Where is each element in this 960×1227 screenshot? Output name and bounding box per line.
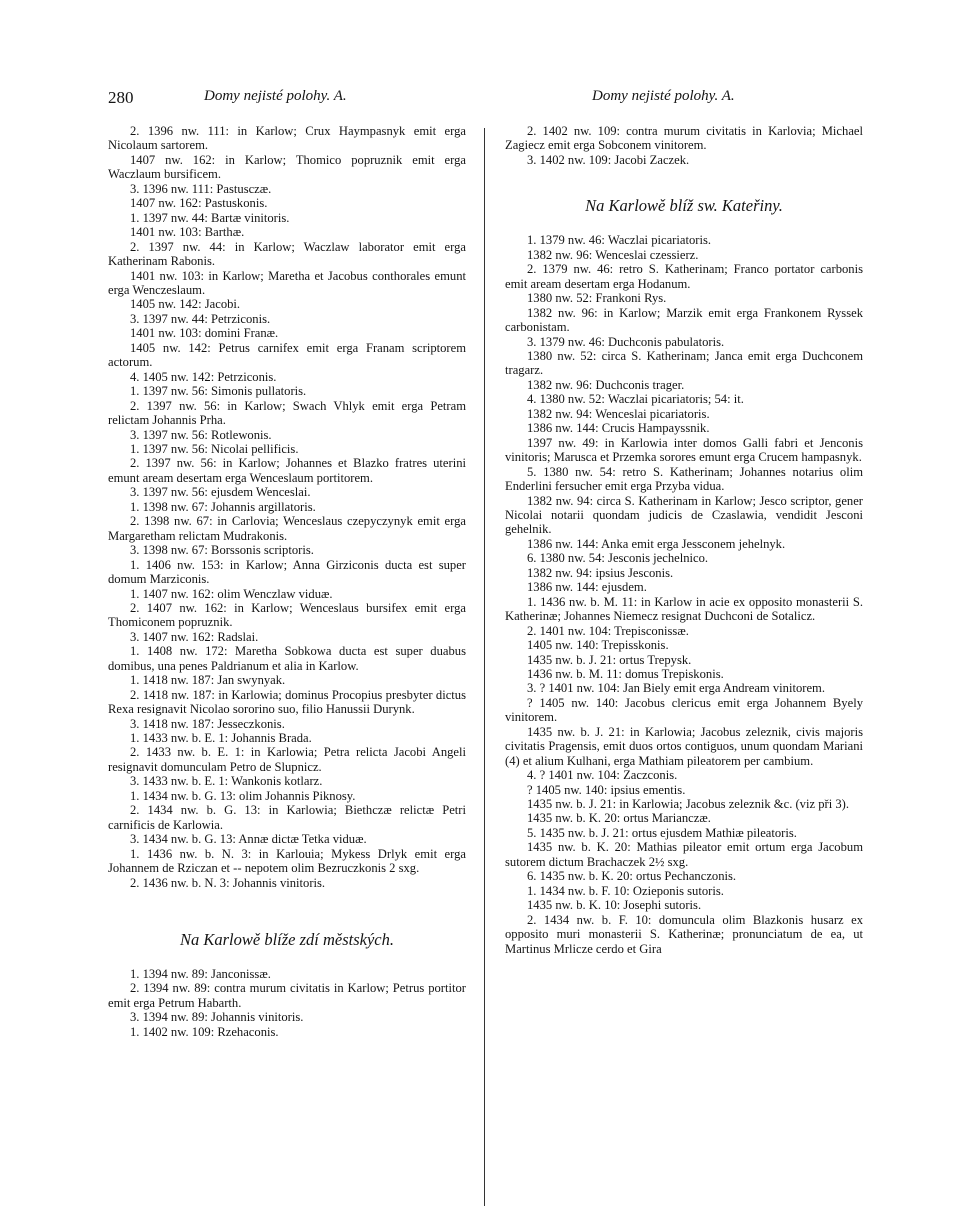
entry: 1386 nw. 144: Anka emit erga Jessconem jehelnyk.: [527, 536, 786, 551]
entry: 1436 nw. b. M. 11: domus Trepiskonis.: [527, 666, 724, 681]
entry: 1382 nw. 94: Wenceslai picariatoris.: [527, 406, 710, 421]
entry: 2. 1397 nw. 56: in Karlow; Swach Vhlyk emit erga Petram relictam Johannis Prha.: [108, 398, 466, 428]
entry: 1401 nw. 103: domini Franæ.: [130, 326, 279, 341]
left-entries-bottom: [108, 967, 466, 1039]
entry: 6. 1435 nw. b. K. 20: ortus Pechanczonis.: [527, 869, 737, 884]
entry: 2. 1401 nw. 104: Trepisconissæ.: [527, 623, 689, 638]
entry: 2. 1434 nw. b. G. 13: in Karlowia; Biethczæ relictæ Petri carnificis de Karlowia.: [108, 803, 466, 832]
entry: 1. 1379 nw. 46: Waczlai picariatoris.: [527, 233, 711, 248]
entry: ? 1405 nw. 140: Jacobus clericus emit erga Johannem Byely vinitorem.: [505, 695, 863, 725]
entry: 2. 1436 nw. b. N. 3: Johannis vinitoris.: [130, 875, 326, 890]
entry: 1. 1402 nw. 109: Rzehaconis.: [130, 1024, 279, 1039]
entry: 1382 nw. 96: Duchconis trager.: [527, 377, 685, 392]
entry: 1. 1406 nw. 153: in Karlow; Anna Girziconis ducta est super domum Marziconis.: [108, 557, 466, 587]
entry: 1405 nw. 142: Jacobi.: [130, 297, 241, 312]
entry: 2. 1396 nw. 111: in Karlow; Crux Haympasnyk emit erga Nicolaum sartorem.: [108, 124, 466, 153]
left-column: [108, 124, 466, 1039]
entry: 4. 1380 nw. 52: Waczlai picariatoris; 54: it.: [527, 392, 744, 407]
entry: 1397 nw. 49: in Karlowia inter domos Galli fabri et Jenconis vinitoris; Marusca et Przemka sorores emunt erga Crucem hampasnyk.: [505, 435, 863, 465]
entry: 6. 1380 nw. 54: Jesconis jechelnico.: [527, 551, 709, 566]
entry: 3. 1398 nw. 67: Borssonis scriptoris.: [130, 543, 314, 558]
entry: 3. 1397 nw. 56: Rotlewonis.: [130, 427, 272, 442]
entry: 1. 1397 nw. 44: Bartæ vinitoris.: [130, 210, 290, 225]
entry: 2. 1397 nw. 56: in Karlow; Johannes et Blazko fratres uterini emunt aream desertam erga Wenceslaum portitorem.: [108, 456, 466, 485]
entry: 3. 1402 nw. 109: Jacobi Zaczek.: [527, 152, 690, 167]
entry: 1. 1436 nw. b. N. 3: in Karlouia; Mykess Drlyk emit erga Johannem de Rziczan et -- nepotem olim Bezruczkonis 2 sxg.: [108, 846, 466, 876]
running-head-left: Domy nejisté polohy. A.: [204, 88, 347, 104]
page-number: 280: [108, 88, 134, 107]
entry: 1435 nw. b. J. 21: in Karlowia; Jacobus zeleznik &c. (viz při 3).: [527, 797, 849, 812]
entry: 1435 nw. b. K. 20: Mathias pileator emit ortum erga Jacobum sutorem dictum Brachaczek 2½ sxg.: [505, 840, 863, 869]
entry: 1405 nw. 142: Petrus carnifex emit erga Franam scriptorem actorum.: [108, 340, 466, 370]
entry: 3. 1433 nw. b. E. 1: Wankonis kotlarz.: [130, 774, 323, 789]
entry: 1. 1433 nw. b. E. 1: Johannis Brada.: [130, 731, 312, 746]
entry: 1. 1398 nw. 67: Johannis argillatoris.: [130, 499, 316, 514]
entry: 1401 nw. 103: in Karlow; Maretha et Jacobus conthorales emunt erga Wenczeslaum.: [108, 268, 466, 297]
entry: 2. 1394 nw. 89: contra murum civitatis in Karlow; Petrus portitor emit erga Petrum Habarth.: [108, 981, 466, 1010]
entry: 1. 1394 nw. 89: Janconissæ.: [130, 967, 271, 982]
left-entries-top: [108, 124, 466, 890]
entry: 2. 1418 nw. 187: in Karlowia; dominus Procopius presbyter dictus Rexa resignavit Nicolao sororino suo, filio Hanussii Durynk.: [108, 687, 466, 717]
entry: 1382 nw. 96: Wenceslai czessierz.: [527, 247, 699, 262]
entry: 3. 1379 nw. 46: Duchconis pabulatoris.: [527, 334, 725, 349]
entry: 1. 1408 nw. 172: Maretha Sobkowa ducta est super duabus domibus, una penes Paldrianum et alia in Karlow.: [108, 644, 466, 673]
entry: 1. 1436 nw. b. M. 11: in Karlow in acie ex opposito monasterii S. Katherinæ; Johannes Niemecz resignat Duchconi de Sotalicz.: [505, 594, 863, 624]
entry: 1. 1397 nw. 56: Nicolai pellificis.: [130, 441, 299, 456]
column-divider: [484, 128, 485, 1206]
entry: 3. 1418 nw. 187: Jesseczkonis.: [130, 716, 285, 731]
right-column: [505, 124, 863, 956]
entry: 2. 1398 nw. 67: in Carlovia; Wenceslaus czepyczynyk emit erga Margaretham relictam Mudrakonis.: [108, 514, 466, 543]
entry: 3. 1407 nw. 162: Radslai.: [130, 629, 259, 644]
entry: 5. 1435 nw. b. J. 21: ortus ejusdem Mathiæ pileatoris.: [527, 825, 797, 840]
entry: 3. 1396 nw. 111: Pastusczæ.: [130, 181, 272, 196]
entry: 1405 nw. 140: Trepisskonis.: [527, 638, 669, 653]
entry: 5. 1380 nw. 54: retro S. Katherinam; Johannes notarius olim Enderlini fersucher emit erga Przyba vidua.: [505, 464, 863, 494]
running-head-right: Domy nejisté polohy. A.: [592, 88, 735, 104]
entry: 1407 nw. 162: Pastuskonis.: [130, 196, 268, 211]
page-header: [108, 88, 866, 108]
entry: 2. 1379 nw. 46: retro S. Katherinam; Franco portator carbonis emit aream desertam erga Hodanum.: [505, 262, 863, 291]
entry: ? 1405 nw. 140: ipsius ementis.: [527, 782, 686, 797]
entry: 1382 nw. 96: in Karlow; Marzik emit erga Frankonem Ryssek carbonistam.: [505, 305, 863, 335]
entry: 3. 1397 nw. 44: Petrziconis.: [130, 311, 271, 326]
section-heading-left: Na Karlowě blíže zdí městských.: [179, 930, 395, 950]
entry: 4. 1405 nw. 142: Petrziconis.: [130, 369, 277, 384]
entry: 1386 nw. 144: ejusdem.: [527, 580, 647, 595]
entry: 2. 1407 nw. 162: in Karlow; Wenceslaus bursifex emit erga Thomiconem popruznik.: [108, 600, 466, 630]
entry: 1. 1407 nw. 162: olim Wenczlaw viduæ.: [130, 586, 333, 601]
right-entries-bottom: [505, 233, 863, 956]
entry: 1386 nw. 144: Crucis Hampayssnik.: [527, 421, 710, 436]
entry: 1435 nw. b. K. 10: Josephi sutoris.: [527, 898, 702, 913]
entry: 1435 nw. b. K. 20: ortus Marianczæ.: [527, 811, 711, 826]
section-heading-right: Na Karlowě blíž sw. Kateřiny.: [585, 196, 783, 216]
right-entries-top: [505, 124, 863, 167]
entry: 1435 nw. b. J. 21: ortus Trepysk.: [527, 652, 692, 667]
entry: 1. 1397 nw. 56: Simonis pullatoris.: [130, 384, 307, 399]
entry: 1380 nw. 52: circa S. Katherinam; Janca emit erga Duchconem tragarz.: [505, 348, 863, 378]
entry: 1382 nw. 94: circa S. Katherinam in Karlow; Jesco scriptor, gener Nicolai notarii quondam judicis de Czaslawia, vendidit Jesconi gehelnik.: [505, 493, 863, 537]
entry: 4. ? 1401 nw. 104: Zaczconis.: [527, 768, 678, 783]
entry: 2. 1397 nw. 44: in Karlow; Waczlaw laborator emit erga Katherinam Rabonis.: [108, 239, 466, 269]
entry: 1380 nw. 52: Frankoni Rys.: [527, 291, 667, 306]
entry: 2. 1434 nw. b. F. 10: domuncula olim Blazkonis husarz ex opposito muri monasterii S. Katherinæ; pronunciatum de ea, ut Martinus Mrlicze cerdo et Gira: [505, 912, 863, 956]
entry: 1382 nw. 94: ipsius Jesconis.: [527, 565, 674, 580]
entry: 2. 1402 nw. 109: contra murum civitatis in Karlovia; Michael Zagiecz emit erga Sobconem vinitorem.: [505, 124, 863, 153]
entry: 2. 1433 nw. b. E. 1: in Karlowia; Petra relicta Jacobi Angeli resignavit domunculam Petro de Slupnicz.: [108, 745, 466, 774]
entry: 3. 1434 nw. b. G. 13: Annæ dictæ Tetka viduæ.: [130, 832, 367, 847]
entry: 1. 1418 nw. 187: Jan swynyak.: [130, 673, 286, 688]
entry: 1435 nw. b. J. 21: in Karlowia; Jacobus zeleznik, civis majoris civitatis Pragensis, emit duos ortos contiguos, unum quondam Mariani (4) et alium Kulhani, erga Mathiam pileatorem per cambium.: [505, 724, 863, 768]
entry: 3. ? 1401 nw. 104: Jan Biely emit erga Andream vinitorem.: [527, 681, 825, 696]
entry: 1407 nw. 162: in Karlow; Thomico popruznik emit erga Waczlaum bursificem.: [108, 152, 466, 182]
entry: 1. 1434 nw. b. F. 10: Ozieponis sutoris.: [527, 883, 724, 898]
entry: 1401 nw. 103: Barthæ.: [130, 225, 245, 240]
entry: 3. 1394 nw. 89: Johannis vinitoris.: [130, 1010, 304, 1025]
entry: 1. 1434 nw. b. G. 13: olim Johannis Piknosy.: [130, 788, 356, 803]
entry: 3. 1397 nw. 56: ejusdem Wenceslai.: [130, 485, 311, 500]
